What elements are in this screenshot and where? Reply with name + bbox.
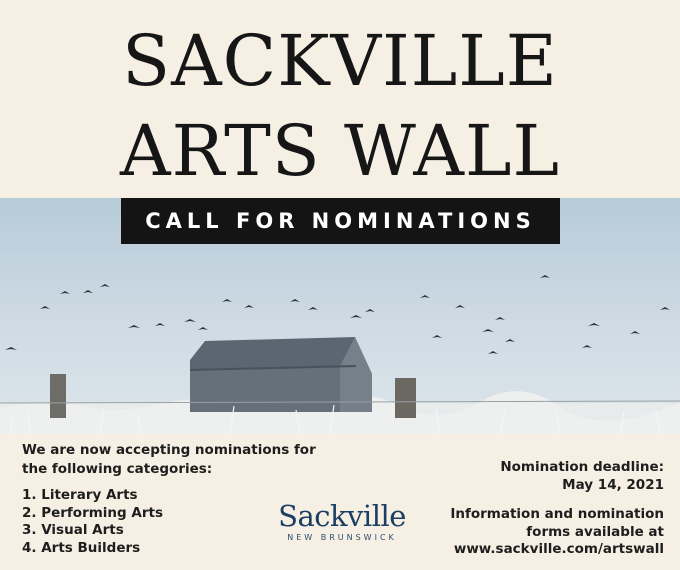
intro-text: We are now accepting nominations for the following categories:	[22, 442, 316, 477]
title-line-1: SACKVILLE	[122, 20, 558, 102]
info-url: www.sackville.com/artswall	[453, 541, 664, 557]
title-line-2: ARTS WALL	[120, 110, 560, 192]
info-line-1: Information and nomination	[450, 506, 664, 522]
category-item: 4. Arts Builders	[22, 539, 141, 556]
logo-subtitle: NEW BRUNSWICK	[287, 533, 397, 542]
category-list	[22, 487, 163, 557]
deadline-label: Nomination deadline:	[500, 459, 664, 475]
call-for-nominations-banner: CALL FOR NOMINATIONS	[121, 198, 560, 244]
info-line-2: forms available at	[526, 523, 664, 540]
category-item: 2. Performing Arts	[22, 504, 163, 521]
info-block	[404, 506, 664, 559]
category-item: 1. Literary Arts	[22, 487, 138, 503]
sackville-logo	[272, 500, 412, 542]
logo-wordmark: Sackville	[278, 499, 406, 533]
deadline-block	[404, 459, 664, 494]
deadline-date: May 14, 2021	[562, 476, 664, 493]
category-item: 3. Visual Arts	[22, 522, 124, 538]
